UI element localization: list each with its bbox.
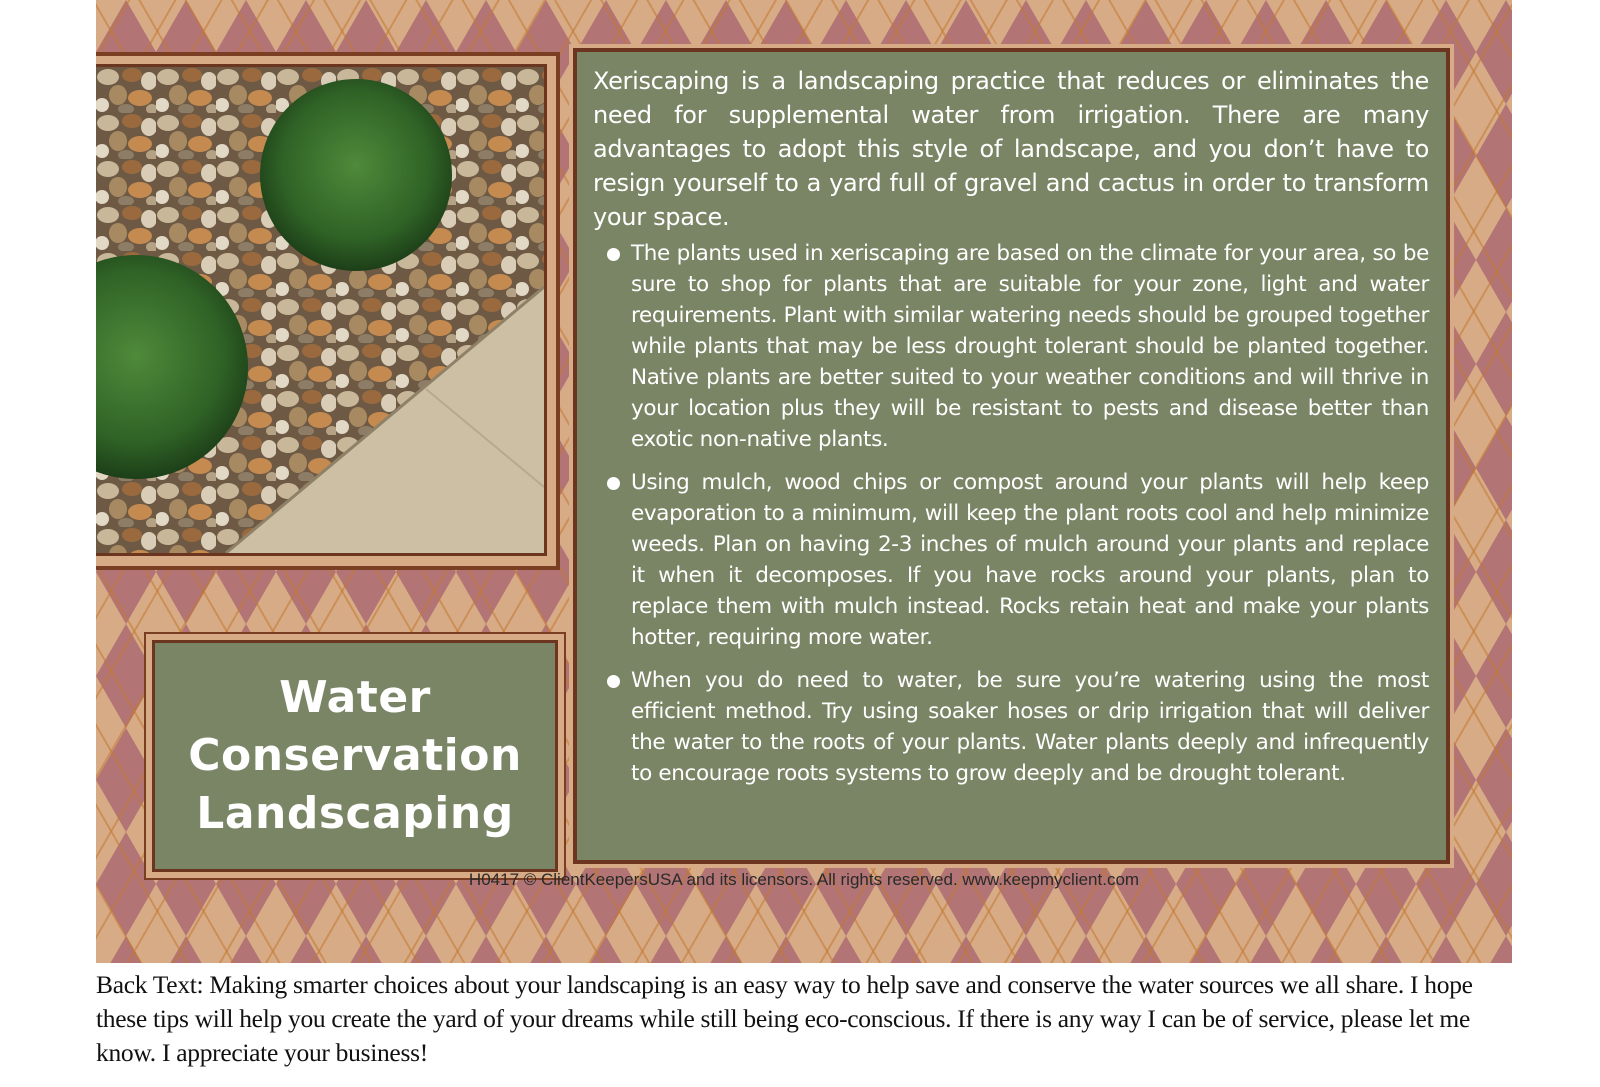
tip-item <box>593 238 1429 455</box>
bullet-icon <box>607 675 620 688</box>
intro-paragraph: Xeriscaping is a landscaping practice that reduces or eliminates the need for supplemental water from irrigation. There are many advantages to adopt this style of landscape, and you don’t have to resign yourself to a yard full of gravel and cactus in order to transform your space. <box>593 67 1429 231</box>
bullet-icon <box>607 248 620 261</box>
postcard-front <box>96 0 1512 963</box>
title-line-1: Water <box>279 672 431 723</box>
photo-frame <box>96 52 560 570</box>
title-line-3: Landscaping <box>196 788 514 839</box>
gravel-shrub-photo <box>96 64 547 556</box>
title-line-2: Conservation <box>188 730 522 781</box>
back-text: Back Text: Making smarter choices about your landscaping is an easy way to help save and conserve the water sources we all share. I hope these tips will help you create the yard of your dreams while still being eco-conscious. If there is any way I can be of service, please let me know. I appreciate your business! <box>96 970 1473 1067</box>
title-box <box>152 640 558 872</box>
text-panel <box>573 48 1450 864</box>
tip-item <box>593 467 1429 653</box>
tip-text: Using mulch, wood chips or compost around your plants will help keep evaporation to a minimum, will keep the plant roots cool and help minimize weeds. Plan on having 2-3 inches of mulch around your plants and replace it when it decomposes. If you have rocks around your plants, plan to replace them with mulch instead. Rocks retain heat and make your plants hotter, requiring more water. <box>631 470 1429 650</box>
tip-text: When you do need to water, be sure you’re watering using the most efficient method. Try using soaker hoses or drip irrigation that will deliver the water to the roots of your plants. Water plants deeply and infrequently to encourage roots systems to grow deeply and be drought tolerant. <box>631 668 1429 786</box>
copyright-line: H0417 © ClientKeepersUSA and its licensors. All rights reserved. www.keepmyclient.com <box>468 870 1140 889</box>
tip-item <box>593 665 1429 789</box>
gravel-shrub-illustration <box>96 67 544 553</box>
tip-text: The plants used in xeriscaping are based on the climate for your area, so be sure to shop for plants that are suitable for your zone, light and water requirements. Plant with similar watering needs should be grouped together while plants that may be less drought tolerant should be planted together. Native plants are better suited to your weather conditions and will thrive in your location plus they will be resistant to pests and disease better than exotic non-native plants. <box>631 241 1429 452</box>
bullet-icon <box>607 477 620 490</box>
tips-list <box>593 238 1429 789</box>
